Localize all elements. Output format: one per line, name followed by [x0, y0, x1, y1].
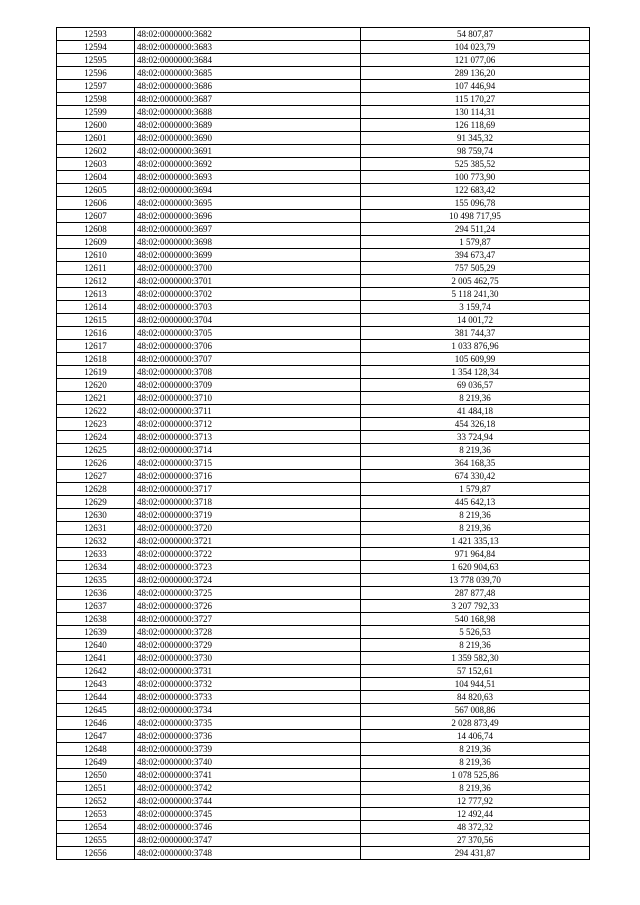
table-row	[57, 509, 590, 522]
table-row	[57, 652, 590, 665]
cadastral-number-cell: 48:02:0000000:3707	[135, 353, 361, 366]
table-row	[57, 210, 590, 223]
cadastral-number-cell: 48:02:0000000:3732	[135, 678, 361, 691]
cadastral-value-cell: 41 484,18	[361, 405, 590, 418]
table-row	[57, 379, 590, 392]
row-number-cell: 12631	[57, 522, 135, 535]
table-row	[57, 561, 590, 574]
cadastral-value-cell: 1 579,87	[361, 236, 590, 249]
table-row	[57, 418, 590, 431]
row-number-cell: 12655	[57, 834, 135, 847]
cadastral-value-cell: 69 036,57	[361, 379, 590, 392]
cadastral-value-cell: 287 877,48	[361, 587, 590, 600]
table-row	[57, 470, 590, 483]
row-number-cell: 12597	[57, 80, 135, 93]
row-number-cell: 12649	[57, 756, 135, 769]
table-row	[57, 808, 590, 821]
cadastral-value-cell: 121 077,06	[361, 54, 590, 67]
cadastral-value-cell: 294 511,24	[361, 223, 590, 236]
cadastral-number-cell: 48:02:0000000:3740	[135, 756, 361, 769]
row-number-cell: 12656	[57, 847, 135, 860]
table-row	[57, 171, 590, 184]
cadastral-number-cell: 48:02:0000000:3745	[135, 808, 361, 821]
cadastral-number-cell: 48:02:0000000:3723	[135, 561, 361, 574]
cadastral-value-cell: 394 673,47	[361, 249, 590, 262]
table-row	[57, 613, 590, 626]
row-number-cell: 12609	[57, 236, 135, 249]
table-row	[57, 795, 590, 808]
cadastral-value-cell: 33 724,94	[361, 431, 590, 444]
row-number-cell: 12593	[57, 28, 135, 41]
row-number-cell: 12654	[57, 821, 135, 834]
cadastral-number-cell: 48:02:0000000:3724	[135, 574, 361, 587]
cadastral-value-cell: 674 330,42	[361, 470, 590, 483]
row-number-cell: 12628	[57, 483, 135, 496]
cadastral-number-cell: 48:02:0000000:3690	[135, 132, 361, 145]
cadastral-number-cell: 48:02:0000000:3741	[135, 769, 361, 782]
cadastral-value-cell: 8 219,36	[361, 392, 590, 405]
cadastral-number-cell: 48:02:0000000:3716	[135, 470, 361, 483]
cadastral-value-cell: 3 207 792,33	[361, 600, 590, 613]
row-number-cell: 12599	[57, 106, 135, 119]
row-number-cell: 12619	[57, 366, 135, 379]
table-row	[57, 223, 590, 236]
table-row	[57, 132, 590, 145]
cadastral-number-cell: 48:02:0000000:3684	[135, 54, 361, 67]
table-row	[57, 457, 590, 470]
row-number-cell: 12638	[57, 613, 135, 626]
table-row	[57, 691, 590, 704]
cadastral-value-cell: 14 406,74	[361, 730, 590, 743]
cadastral-value-cell: 130 114,31	[361, 106, 590, 119]
cadastral-number-cell: 48:02:0000000:3748	[135, 847, 361, 860]
table-row	[57, 262, 590, 275]
cadastral-number-cell: 48:02:0000000:3689	[135, 119, 361, 132]
cadastral-number-cell: 48:02:0000000:3696	[135, 210, 361, 223]
table-row	[57, 743, 590, 756]
cadastral-number-cell: 48:02:0000000:3726	[135, 600, 361, 613]
cadastral-number-cell: 48:02:0000000:3719	[135, 509, 361, 522]
row-number-cell: 12647	[57, 730, 135, 743]
table-row	[57, 145, 590, 158]
table-row	[57, 158, 590, 171]
cadastral-value-cell: 8 219,36	[361, 522, 590, 535]
cadastral-value-cell: 1 354 128,34	[361, 366, 590, 379]
cadastral-number-cell: 48:02:0000000:3735	[135, 717, 361, 730]
row-number-cell: 12625	[57, 444, 135, 457]
table-row	[57, 496, 590, 509]
row-number-cell: 12653	[57, 808, 135, 821]
cadastral-number-cell: 48:02:0000000:3733	[135, 691, 361, 704]
row-number-cell: 12635	[57, 574, 135, 587]
cadastral-number-cell: 48:02:0000000:3734	[135, 704, 361, 717]
table-row	[57, 522, 590, 535]
cadastral-value-cell: 8 219,36	[361, 782, 590, 795]
cadastral-number-cell: 48:02:0000000:3688	[135, 106, 361, 119]
cadastral-value-cell: 1 620 904,63	[361, 561, 590, 574]
cadastral-value-cell: 8 219,36	[361, 743, 590, 756]
cadastral-value-cell: 104 944,51	[361, 678, 590, 691]
cadastral-number-cell: 48:02:0000000:3747	[135, 834, 361, 847]
table-row	[57, 587, 590, 600]
table-row	[57, 730, 590, 743]
table-row	[57, 665, 590, 678]
cadastral-value-cell: 48 372,32	[361, 821, 590, 834]
cadastral-number-cell: 48:02:0000000:3708	[135, 366, 361, 379]
cadastral-value-cell: 105 609,99	[361, 353, 590, 366]
table-row	[57, 548, 590, 561]
cadastral-value-cell: 971 964,84	[361, 548, 590, 561]
cadastral-value-table	[56, 27, 590, 860]
table-body	[57, 28, 590, 860]
table-row	[57, 704, 590, 717]
row-number-cell: 12642	[57, 665, 135, 678]
cadastral-number-cell: 48:02:0000000:3702	[135, 288, 361, 301]
cadastral-value-cell: 2 028 873,49	[361, 717, 590, 730]
table-row	[57, 301, 590, 314]
cadastral-number-cell: 48:02:0000000:3744	[135, 795, 361, 808]
row-number-cell: 12605	[57, 184, 135, 197]
cadastral-value-cell: 1 579,87	[361, 483, 590, 496]
row-number-cell: 12626	[57, 457, 135, 470]
cadastral-value-cell: 8 219,36	[361, 509, 590, 522]
cadastral-number-cell: 48:02:0000000:3699	[135, 249, 361, 262]
row-number-cell: 12623	[57, 418, 135, 431]
cadastral-value-cell: 54 807,87	[361, 28, 590, 41]
table-row	[57, 639, 590, 652]
cadastral-value-cell: 1 421 335,13	[361, 535, 590, 548]
cadastral-number-cell: 48:02:0000000:3682	[135, 28, 361, 41]
cadastral-number-cell: 48:02:0000000:3720	[135, 522, 361, 535]
cadastral-number-cell: 48:02:0000000:3721	[135, 535, 361, 548]
table-row	[57, 67, 590, 80]
cadastral-number-cell: 48:02:0000000:3729	[135, 639, 361, 652]
table-row	[57, 327, 590, 340]
table-row	[57, 106, 590, 119]
row-number-cell: 12645	[57, 704, 135, 717]
row-number-cell: 12604	[57, 171, 135, 184]
row-number-cell: 12622	[57, 405, 135, 418]
cadastral-number-cell: 48:02:0000000:3728	[135, 626, 361, 639]
row-number-cell: 12602	[57, 145, 135, 158]
cadastral-number-cell: 48:02:0000000:3687	[135, 93, 361, 106]
cadastral-number-cell: 48:02:0000000:3722	[135, 548, 361, 561]
table-row	[57, 340, 590, 353]
row-number-cell: 12643	[57, 678, 135, 691]
cadastral-value-cell: 91 345,32	[361, 132, 590, 145]
cadastral-value-cell: 2 005 462,75	[361, 275, 590, 288]
cadastral-number-cell: 48:02:0000000:3691	[135, 145, 361, 158]
cadastral-value-cell: 381 744,37	[361, 327, 590, 340]
cadastral-value-cell: 8 219,36	[361, 444, 590, 457]
cadastral-value-cell: 12 492,44	[361, 808, 590, 821]
row-number-cell: 12598	[57, 93, 135, 106]
cadastral-number-cell: 48:02:0000000:3694	[135, 184, 361, 197]
row-number-cell: 12601	[57, 132, 135, 145]
cadastral-value-cell: 540 168,98	[361, 613, 590, 626]
cadastral-value-cell: 364 168,35	[361, 457, 590, 470]
table-row	[57, 314, 590, 327]
cadastral-number-cell: 48:02:0000000:3683	[135, 41, 361, 54]
table-row	[57, 782, 590, 795]
row-number-cell: 12603	[57, 158, 135, 171]
cadastral-number-cell: 48:02:0000000:3711	[135, 405, 361, 418]
cadastral-number-cell: 48:02:0000000:3715	[135, 457, 361, 470]
cadastral-number-cell: 48:02:0000000:3698	[135, 236, 361, 249]
table-row	[57, 678, 590, 691]
cadastral-number-cell: 48:02:0000000:3710	[135, 392, 361, 405]
row-number-cell: 12639	[57, 626, 135, 639]
cadastral-number-cell: 48:02:0000000:3731	[135, 665, 361, 678]
row-number-cell: 12644	[57, 691, 135, 704]
cadastral-value-cell: 5 118 241,30	[361, 288, 590, 301]
table-row	[57, 834, 590, 847]
cadastral-value-cell: 98 759,74	[361, 145, 590, 158]
table-row	[57, 717, 590, 730]
cadastral-number-cell: 48:02:0000000:3727	[135, 613, 361, 626]
row-number-cell: 12610	[57, 249, 135, 262]
cadastral-number-cell: 48:02:0000000:3701	[135, 275, 361, 288]
table-row	[57, 405, 590, 418]
row-number-cell: 12607	[57, 210, 135, 223]
cadastral-value-cell: 115 170,27	[361, 93, 590, 106]
table-row	[57, 600, 590, 613]
cadastral-value-cell: 757 505,29	[361, 262, 590, 275]
cadastral-number-cell: 48:02:0000000:3739	[135, 743, 361, 756]
cadastral-value-cell: 454 326,18	[361, 418, 590, 431]
table-row	[57, 80, 590, 93]
cadastral-number-cell: 48:02:0000000:3712	[135, 418, 361, 431]
table-row	[57, 847, 590, 860]
table-row	[57, 197, 590, 210]
cadastral-number-cell: 48:02:0000000:3742	[135, 782, 361, 795]
table-row	[57, 366, 590, 379]
cadastral-value-cell: 294 431,87	[361, 847, 590, 860]
cadastral-value-cell: 289 136,20	[361, 67, 590, 80]
row-number-cell: 12636	[57, 587, 135, 600]
cadastral-number-cell: 48:02:0000000:3693	[135, 171, 361, 184]
row-number-cell: 12594	[57, 41, 135, 54]
row-number-cell: 12630	[57, 509, 135, 522]
table-row	[57, 353, 590, 366]
row-number-cell: 12612	[57, 275, 135, 288]
cadastral-value-cell: 1 078 525,86	[361, 769, 590, 782]
table-row	[57, 483, 590, 496]
table-row	[57, 54, 590, 67]
table-row	[57, 392, 590, 405]
cadastral-value-cell: 104 023,79	[361, 41, 590, 54]
table-row	[57, 431, 590, 444]
row-number-cell: 12620	[57, 379, 135, 392]
cadastral-value-cell: 1 359 582,30	[361, 652, 590, 665]
cadastral-value-cell: 126 118,69	[361, 119, 590, 132]
cadastral-number-cell: 48:02:0000000:3692	[135, 158, 361, 171]
row-number-cell: 12637	[57, 600, 135, 613]
table-row	[57, 236, 590, 249]
row-number-cell: 12624	[57, 431, 135, 444]
cadastral-number-cell: 48:02:0000000:3705	[135, 327, 361, 340]
cadastral-value-cell: 567 008,86	[361, 704, 590, 717]
cadastral-number-cell: 48:02:0000000:3718	[135, 496, 361, 509]
table-row	[57, 184, 590, 197]
cadastral-value-cell: 1 033 876,96	[361, 340, 590, 353]
cadastral-number-cell: 48:02:0000000:3709	[135, 379, 361, 392]
cadastral-number-cell: 48:02:0000000:3725	[135, 587, 361, 600]
cadastral-value-cell: 5 526,53	[361, 626, 590, 639]
cadastral-value-cell: 10 498 717,95	[361, 210, 590, 223]
table-row	[57, 249, 590, 262]
cadastral-number-cell: 48:02:0000000:3746	[135, 821, 361, 834]
cadastral-value-cell: 57 152,61	[361, 665, 590, 678]
row-number-cell: 12641	[57, 652, 135, 665]
table-row	[57, 275, 590, 288]
row-number-cell: 12634	[57, 561, 135, 574]
row-number-cell: 12618	[57, 353, 135, 366]
cadastral-number-cell: 48:02:0000000:3730	[135, 652, 361, 665]
cadastral-number-cell: 48:02:0000000:3704	[135, 314, 361, 327]
table-row	[57, 769, 590, 782]
row-number-cell: 12606	[57, 197, 135, 210]
row-number-cell: 12614	[57, 301, 135, 314]
row-number-cell: 12617	[57, 340, 135, 353]
cadastral-value-cell: 27 370,56	[361, 834, 590, 847]
cadastral-value-cell: 122 683,42	[361, 184, 590, 197]
table-row	[57, 41, 590, 54]
table-row	[57, 535, 590, 548]
row-number-cell: 12611	[57, 262, 135, 275]
cadastral-number-cell: 48:02:0000000:3713	[135, 431, 361, 444]
cadastral-value-cell: 100 773,90	[361, 171, 590, 184]
row-number-cell: 12613	[57, 288, 135, 301]
row-number-cell: 12595	[57, 54, 135, 67]
cadastral-value-cell: 12 777,92	[361, 795, 590, 808]
row-number-cell: 12616	[57, 327, 135, 340]
cadastral-number-cell: 48:02:0000000:3695	[135, 197, 361, 210]
row-number-cell: 12633	[57, 548, 135, 561]
row-number-cell: 12615	[57, 314, 135, 327]
row-number-cell: 12629	[57, 496, 135, 509]
cadastral-value-cell: 8 219,36	[361, 639, 590, 652]
cadastral-value-cell: 13 778 039,70	[361, 574, 590, 587]
cadastral-number-cell: 48:02:0000000:3736	[135, 730, 361, 743]
row-number-cell: 12651	[57, 782, 135, 795]
row-number-cell: 12596	[57, 67, 135, 80]
cadastral-number-cell: 48:02:0000000:3703	[135, 301, 361, 314]
cadastral-number-cell: 48:02:0000000:3697	[135, 223, 361, 236]
table-row	[57, 821, 590, 834]
cadastral-value-cell: 14 001,72	[361, 314, 590, 327]
cadastral-number-cell: 48:02:0000000:3700	[135, 262, 361, 275]
table-row	[57, 93, 590, 106]
table-row	[57, 574, 590, 587]
row-number-cell: 12650	[57, 769, 135, 782]
row-number-cell: 12632	[57, 535, 135, 548]
cadastral-number-cell: 48:02:0000000:3686	[135, 80, 361, 93]
table-row	[57, 626, 590, 639]
row-number-cell: 12640	[57, 639, 135, 652]
row-number-cell: 12627	[57, 470, 135, 483]
cadastral-number-cell: 48:02:0000000:3685	[135, 67, 361, 80]
cadastral-value-cell: 155 096,78	[361, 197, 590, 210]
cadastral-number-cell: 48:02:0000000:3717	[135, 483, 361, 496]
table-row	[57, 444, 590, 457]
row-number-cell: 12600	[57, 119, 135, 132]
cadastral-value-cell: 525 385,52	[361, 158, 590, 171]
cadastral-value-cell: 8 219,36	[361, 756, 590, 769]
cadastral-value-cell: 107 446,94	[361, 80, 590, 93]
row-number-cell: 12621	[57, 392, 135, 405]
cadastral-number-cell: 48:02:0000000:3714	[135, 444, 361, 457]
cadastral-value-cell: 445 642,13	[361, 496, 590, 509]
row-number-cell: 12608	[57, 223, 135, 236]
cadastral-number-cell: 48:02:0000000:3706	[135, 340, 361, 353]
table-row	[57, 756, 590, 769]
row-number-cell: 12648	[57, 743, 135, 756]
cadastral-value-cell: 84 820,63	[361, 691, 590, 704]
cadastral-value-cell: 3 159,74	[361, 301, 590, 314]
table-row	[57, 28, 590, 41]
table-row	[57, 119, 590, 132]
table-row	[57, 288, 590, 301]
row-number-cell: 12646	[57, 717, 135, 730]
row-number-cell: 12652	[57, 795, 135, 808]
